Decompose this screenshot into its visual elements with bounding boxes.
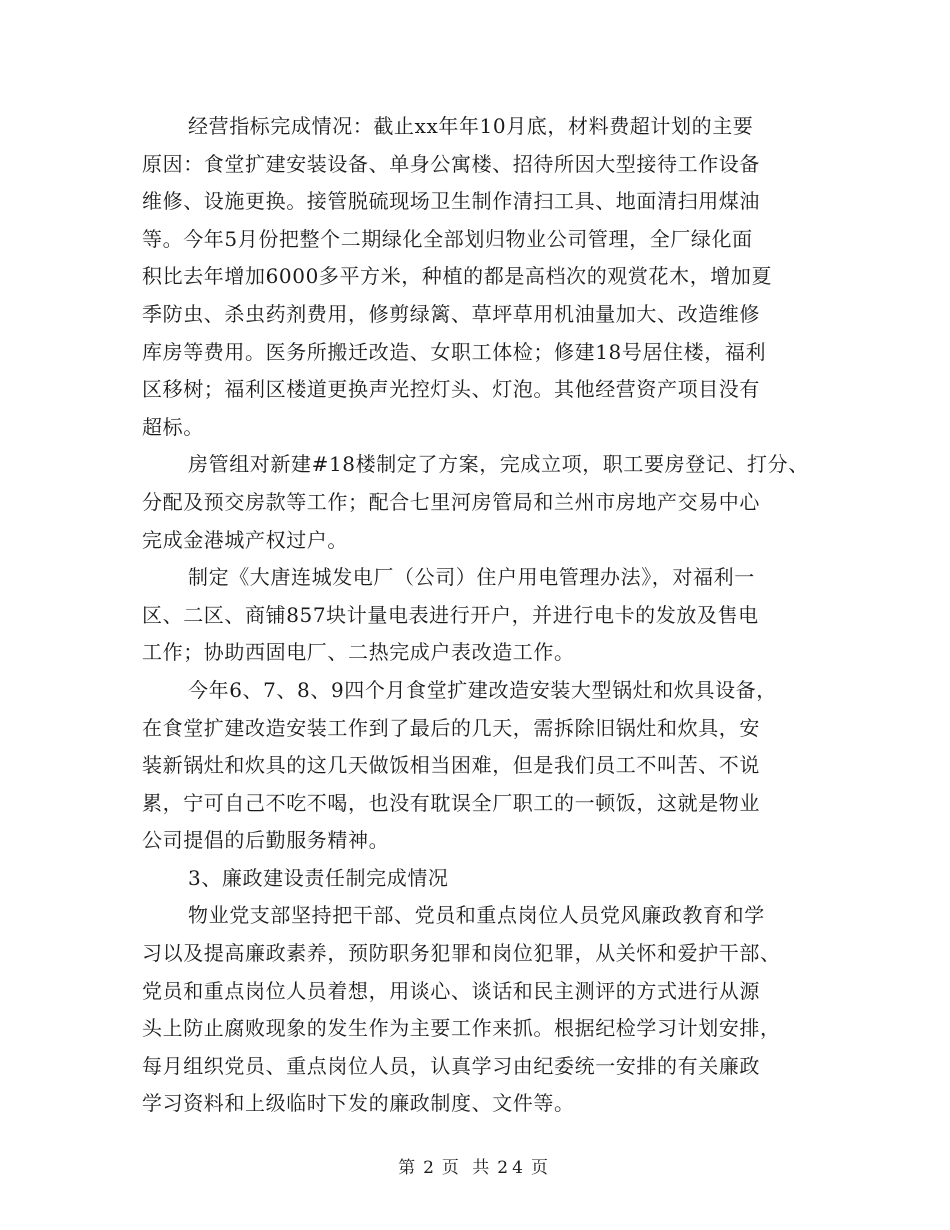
document-body: [142, 108, 832, 1123]
paragraph-line: 学习资料和上级临时下发的廉政制度、文件等。: [142, 1091, 575, 1116]
page-label-mid: 页 共: [441, 1158, 494, 1178]
paragraph-line: 累，宁可自己不吃不喝，也没有耽误全厂职工的一顿饭，这就是物业: [142, 790, 760, 815]
paragraph-line: 库房等费用。医务所搬迁改造、女职工体检；修建18号居住楼，福利: [142, 339, 767, 364]
total-pages: 24: [497, 1158, 527, 1178]
paragraph-line: 制定《大唐连城发电厂（公司）住户用电管理办法》，对福利一: [188, 565, 755, 590]
section-heading: 3、廉政建设责任制完成情况: [188, 865, 449, 890]
paragraph-line: 头上防止腐败现象的发生作为主要工作来抓。根据纪检学习计划安排，: [142, 1016, 781, 1041]
paragraph-line: 完成金港城产权过户。: [142, 527, 348, 552]
paragraph-line: 区移树；福利区楼道更换声光控灯头、灯泡。其他经营资产项目没有: [142, 377, 760, 402]
paragraph-line: 工作；协助西固电厂、二热完成户表改造工作。: [142, 640, 575, 665]
paragraph-line: 在食堂扩建改造安装工作到了最后的几天，需拆除旧锅灶和炊具，安: [142, 715, 760, 740]
paragraph-line: 物业党支部坚持把干部、党员和重点岗位人员党风廉政教育和学: [188, 903, 765, 928]
paragraph-line: 习以及提高廉政素养，预防职务犯罪和岗位犯罪，从关怀和爱护干部、: [142, 941, 781, 966]
paragraph-line: 维修、设施更换。接管脱硫现场卫生制作清扫工具、地面清扫用煤油: [142, 189, 760, 214]
paragraph-line: 超标。: [142, 414, 204, 439]
paragraph-line: 每月组织党员、重点岗位人员，认真学习由纪委统一安排的有关廉政: [142, 1053, 760, 1078]
paragraph-line: 季防虫、杀虫药剂费用，修剪绿篱、草坪草用机油量加大、改造维修: [142, 301, 760, 326]
paragraph-line: 装新锅灶和炊具的这几天做饭相当困难，但是我们员工不叫苦、不说: [142, 753, 760, 778]
page-label-prefix: 第: [398, 1158, 420, 1178]
paragraph-line: 积比去年增加6000多平方米，种植的都是高档次的观赏花木，增加夏: [142, 264, 773, 289]
page-footer: [0, 1153, 950, 1178]
page-label-suffix: 页: [530, 1158, 552, 1178]
paragraph-line: 原因：食堂扩建安装设备、单身公寓楼、招待所因大型接待工作设备: [142, 151, 760, 176]
paragraph-line: 分配及预交房款等工作；配合七里河房管局和兰州市房地产交易中心: [142, 489, 760, 514]
paragraph-line: 房管组对新建#18楼制定了方案，完成立项，职工要房登记、打分、: [188, 452, 809, 477]
paragraph-line: 今年6、7、8、9四个月食堂扩建改造安装大型锅灶和炊具设备，: [188, 677, 777, 702]
paragraph-line: 区、二区、商铺857块计量电表进行开户，并进行电卡的发放及售电: [142, 602, 759, 627]
paragraph-line: 公司提倡的后勤服务精神。: [142, 828, 390, 853]
page-number: 2: [423, 1158, 438, 1178]
paragraph-line: 经营指标完成情况：截止xx年年10月底，材料费超计划的主要: [188, 114, 754, 138]
paragraph-line: 等。今年5月份把整个二期绿化全部划归物业公司管理，全厂绿化面: [142, 226, 753, 251]
paragraph-line: 党员和重点岗位人员着想，用谈心、谈话和民主测评的方式进行从源: [142, 978, 760, 1003]
